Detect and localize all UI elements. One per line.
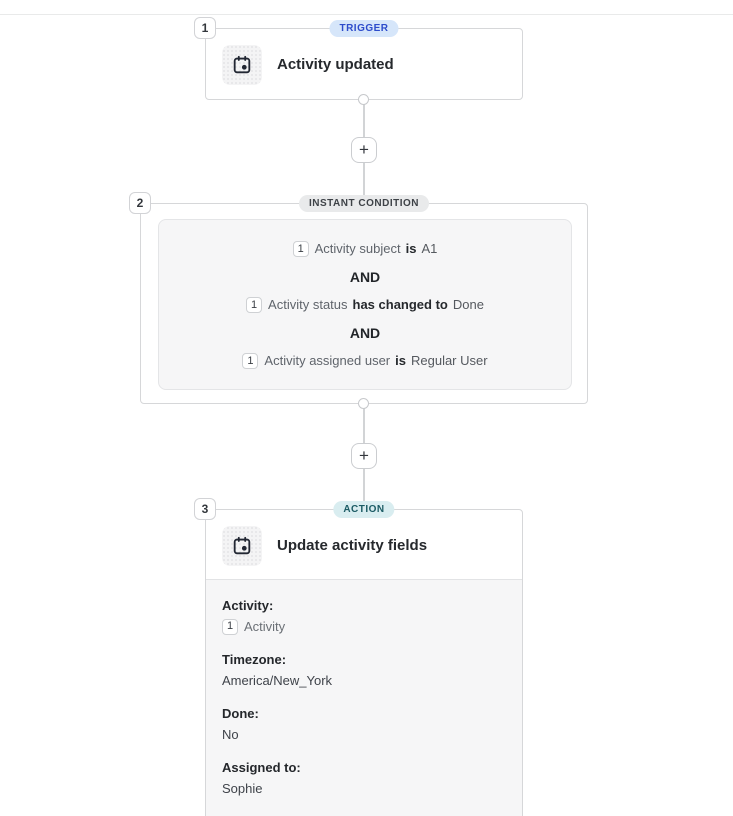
entity-token: 1: [242, 353, 258, 369]
condition-field: Activity assigned user: [264, 353, 391, 368]
trigger-badge: TRIGGER: [329, 20, 398, 37]
field-value-text: Activity: [244, 619, 286, 634]
trigger-header: [206, 29, 522, 100]
entity-token: 1: [222, 619, 238, 635]
condition-value: Done: [452, 297, 484, 312]
condition-field: Activity subject: [314, 241, 401, 256]
field-label: Activity:: [222, 598, 274, 613]
condition-operator: is: [405, 241, 417, 256]
add-step-button[interactable]: +: [351, 137, 377, 163]
field-label: Assigned to:: [222, 760, 301, 775]
node-output-port: [358, 94, 369, 105]
condition-field: Activity status: [268, 297, 348, 312]
action-badge: ACTION: [333, 501, 394, 518]
node-number-3: 3: [194, 498, 216, 520]
condition-value: Regular User: [410, 353, 488, 368]
field-value-text: No: [222, 727, 239, 742]
condition-conjunction: AND: [349, 268, 381, 285]
action-title: Update activity fields: [277, 537, 428, 554]
node-number-2: 2: [129, 192, 151, 214]
add-step-button[interactable]: +: [351, 443, 377, 469]
node-number-1: 1: [194, 17, 216, 39]
condition-conjunction: AND: [349, 324, 381, 341]
condition-operator: has changed to: [352, 297, 448, 312]
field-activity: [222, 595, 506, 637]
action-header: [206, 510, 522, 581]
trigger-title: Activity updated: [277, 56, 394, 73]
calendar-icon: [222, 45, 262, 85]
condition-node-card[interactable]: [140, 198, 588, 404]
condition-value: A1: [421, 241, 438, 256]
action-details-panel: [206, 579, 522, 816]
toolbar-divider: [0, 14, 733, 15]
calendar-icon: [222, 526, 262, 566]
trigger-node-card[interactable]: [205, 23, 523, 100]
field-label: Timezone:: [222, 652, 287, 667]
field-value-text: America/New_York: [222, 673, 333, 688]
action-node-card[interactable]: [205, 504, 523, 816]
entity-token: 1: [246, 297, 262, 313]
node-output-port: [358, 398, 369, 409]
field-value: [222, 616, 506, 637]
field-timezone: [222, 649, 506, 691]
field-done: [222, 703, 506, 745]
field-assigned-to: [222, 757, 506, 799]
condition-row-3: [242, 353, 487, 369]
entity-token: 1: [293, 241, 309, 257]
condition-row-1: [293, 241, 438, 257]
condition-badge: INSTANT CONDITION: [299, 195, 429, 212]
condition-row-2: [246, 297, 484, 313]
condition-operator: is: [395, 353, 406, 368]
condition-panel: [158, 219, 572, 390]
field-label: Done:: [222, 706, 259, 721]
field-value-text: Sophie: [222, 781, 263, 796]
